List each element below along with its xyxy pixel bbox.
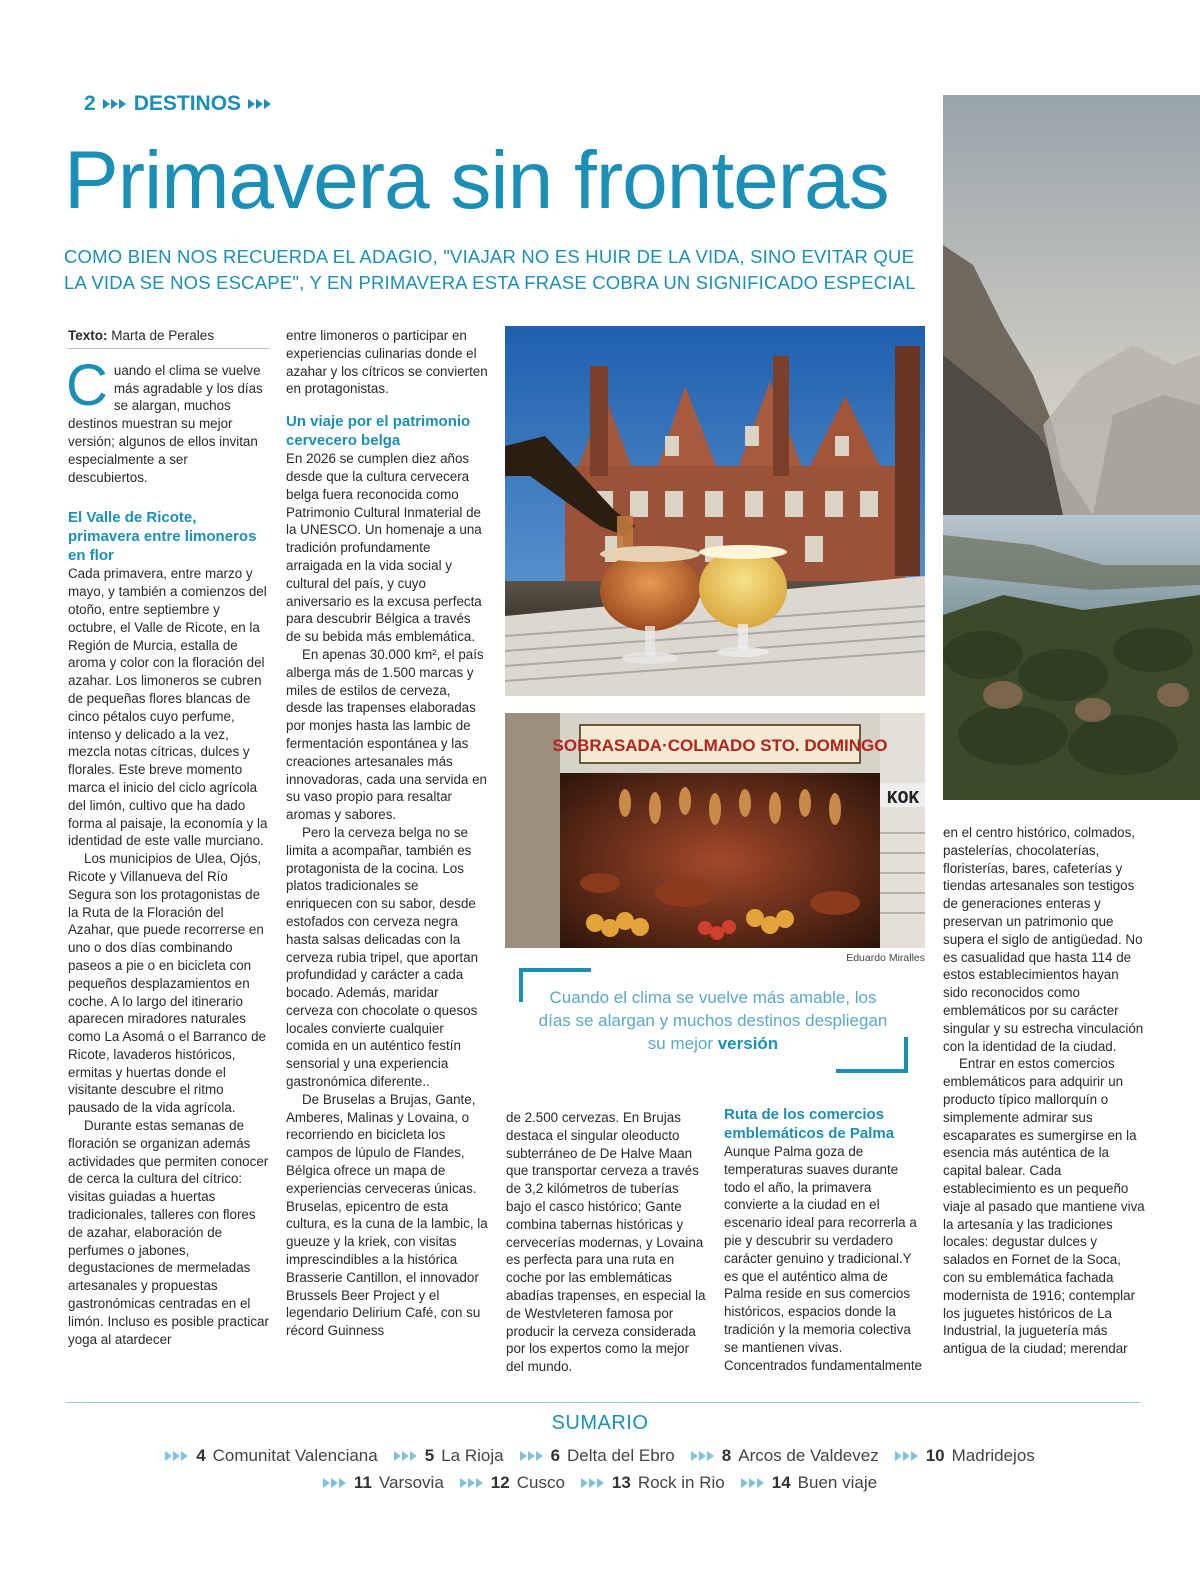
column-4 [724,1105,924,1374]
pull-quote-bold: versión [717,1034,779,1053]
chevrons-icon [895,1451,919,1461]
chevrons-icon [103,99,127,109]
lead-paragraph: COMO BIEN NOS RECUERDA EL ADAGIO, "VIAJAR NO ES HUIR DE LA VIDA, SINO EVITAR QUE LA VIDA SE NOS ESCAPE", Y EN PRIMAVERA ESTA FRASE COBRA UN SIGNIFICADO ESPECIAL [64,246,916,293]
byline-label: Texto: [68,328,108,343]
sumario-label: Madridejos [951,1446,1035,1465]
photo-valle-ricote-image [943,95,1200,800]
photo-brujas-beer [505,326,925,696]
sumario-item[interactable] [165,1446,378,1466]
quote-bracket-bottom [836,1037,908,1073]
paragraph: Entrar en estos comercios emblemáticos para adquirir un producto típico mallorquín o simplemente admirar sus escaparates es sumergirse en la esencia más auténtica de la capital balear. Cada establecimiento es un pequeño viaje al pasado que mantiene viva la artesanía y las tradiciones locales: degustar dulces y salados en Fornet de la Soca, con su emblemática fachada modernista de 1916; contemplar los juguetes históricos de La Industrial, la juguetería más antigua de la ciudad; merendar [943,1056,1145,1357]
chevrons-icon [248,99,272,109]
sumario-item[interactable] [581,1473,725,1493]
chevrons-icon [323,1478,347,1488]
sumario-item[interactable] [741,1473,877,1493]
paragraph: De Bruselas a Brujas, Gante, Amberes, Malinas y Lovaina, o recorriendo en bicicleta los campos de lúpulo de Flandes, Bélgica ofrece un mapa de experiencias cerveceras únicas. Bruselas, epicentro de esta cultura, es la cuna de la lambic, la gueuze y la kriek, con visitas imprescindibles a la histórica Brasserie Cantillon, el innovador Brussels Beer Project y el legendario Delirium Café, con su récord Guinness [286,1091,488,1339]
pull-quote-text: Cuando el clima se vuelve más amable, los días se alargan y muchos destinos despliegan su mejor [538,988,888,1053]
sumario-page: 12 [490,1473,510,1492]
sumario-row-1 [0,1446,1200,1466]
sumario-item[interactable] [323,1473,444,1493]
page-title: Primavera sin fronteras [64,135,889,226]
paragraph: Cada primavera, entre marzo y mayo, y también a comienzos del otoño, entre septiembre y octubre, el Valle de Ricote, en la Región de Murcia, estalla de aroma y color con la floración del azahar. Los limoneros se cubren de pequeñas flores blancas de cinco pétalos cuyo perfume, intenso y delicado a la vez, mezcla notas cítricas, dulces y florales. Este breve momento marca el inicio del ciclo agrícola del limón, cultivo que ha dado forma al paisaje, la economía y la identidad de este valle murciano. [68,566,268,849]
photo-colmado-image [505,713,925,948]
sumario-divider [66,1402,1140,1403]
subheading-belgica: Un viaje por el patrimonio cervecero belga [286,413,471,450]
sumario-page: 14 [771,1473,791,1492]
sumario-page: 6 [550,1446,561,1465]
paragraph: Aunque Palma goza de temperaturas suaves durante todo el año, la primavera convierte a la ciudad en el escenario ideal para recorrerla a pie y descubrir su verdadero carácter genuino y tradicional.Y es que el auténtico alma de Palma reside en sus comercios históricos, espacios donde la tradición y la memoria colectiva se mantienen vivas. Concentrados fundamentalmente [724,1144,923,1373]
sumario-item[interactable] [895,1446,1035,1466]
chevrons-icon [165,1451,189,1461]
sumario-page: 5 [424,1446,435,1465]
sumario-label: Rock in Rio [637,1473,725,1492]
sumario-page: 11 [353,1473,372,1492]
photo-colmado [505,713,925,948]
subheading-palma: Ruta de los comercios emblemáticos de Palma [724,1106,895,1142]
sumario-label: Buen viaje [797,1473,878,1492]
shop-sign-text: SOBRASADA·COLMADO STO. DOMINGO [552,736,888,755]
sumario-label: Comunitat Valenciana [212,1446,378,1465]
page-number: 2 [84,92,96,115]
paragraph: de 2.500 cervezas. En Brujas destaca el singular oleoducto subterráneo de De Halve Maan que transportar cerveza a través de 3,2 kilómetros de tuberías bajo el casco histórico; Gante combina tabernas históricas y cervecerías modernas, y Lovaina es perfecta para una ruta en coche por las emblemáticas abadías trapenses, en especial la de Westvleteren famosa por producir la cerveza considerada por los expertos como la mejor del mundo. [506,1110,706,1375]
sumario-page: 4 [196,1446,206,1465]
chevrons-icon [460,1478,484,1488]
paragraph: Durante estas semanas de floración se organizan además actividades que permiten conocer de cerca la cultura del cítrico: visitas guiadas a huertas tradicionales, talleres con flores de azahar, elaboración de perfumes o jabones, degustaciones de mermeladas artesanales y propuestas gastronómicas centradas en el limón. Incluso es posible practicar yoga al atardecer [68,1118,269,1347]
paragraph: Pero la cerveza belga no se limita a acompañar, también es protagonista de la cocina. Los platos tradicionales se enriquecen con su sabor, desde estofados con cerveza negra hasta salsas delicadas con la cerveza rubia tripel, que aportan profundidad y carácter a cada bocado. Además, maridar cerveza con chocolate o quesos locales convierte cualquier comida en un auténtico festín sensorial y una experiencia gastronómica diferente.. [286,824,479,1090]
sumario-page: 10 [925,1446,945,1465]
sumario-page: 13 [611,1473,631,1492]
column-2 [286,327,488,1340]
paragraph: en el centro histórico, colmados, pastelerías, chocolaterías, floristerías, bares, cafeterías y tiendas artesanales son testigos de generaciones enteras y preservan un patrimonio que supera el siglo de antigüedad. No es casualidad que hasta 114 de estos establecimientos hayan sido reconocidos como emblemáticos por su carácter singular y su estrecha vinculación con la identidad de la ciudad. [943,825,1144,1054]
dropcap: C [66,352,108,418]
sumario-item[interactable] [520,1446,675,1466]
paragraph: En 2026 se cumplen diez años desde que la cultura cervecera belga fuera reconocida como Patrimonio Cultural Inmaterial de la UNESCO. Un homenaje a una tradición profundamente arraigada en la vida social y cultural del país, y cuyo aniversario es la excusa perfecta para descubrir Bélgica a través de su bebida más emblemática. [286,451,482,645]
intro-paragraph [66,352,269,487]
photo-valle-ricote [943,95,1200,800]
sumario-title: SUMARIO [551,1412,649,1434]
sumario-row-2 [0,1473,1200,1493]
sumario-label: Arcos de Valdevez [738,1446,879,1465]
sumario-item[interactable] [460,1473,565,1493]
sumario-label: La Rioja [441,1446,504,1465]
section-name: DESTINOS [133,92,242,115]
byline-author: Marta de Perales [111,328,215,343]
subheading-ricote: El Valle de Ricote, primavera entre limoneros en flor [68,509,257,565]
chevrons-icon [691,1451,715,1461]
chevrons-icon [520,1451,544,1461]
sumario-item[interactable] [394,1446,504,1466]
chevrons-icon [394,1451,418,1461]
chevrons-icon [741,1478,765,1488]
sumario-page: 8 [721,1446,732,1465]
sumario-label: Varsovia [378,1473,444,1492]
photo-credit: Eduardo Miralles [846,952,925,964]
intro-text: uando el clima se vuelve más agradable y los días se alargan, muchos destinos muestran su mejor versión; algunos de ellos invitan especialmente a ser descubiertos. [68,362,263,485]
chevrons-icon [581,1478,605,1488]
byline [68,327,269,349]
sumario-label: Cusco [516,1473,565,1492]
paragraph: En apenas 30.000 km², el país alberga más de 1.500 marcas y miles de estilos de cerveza, desde las trapenses elaboradas por monjes hasta las lambic de fermentación espontánea y las creaciones artesanales más innovadoras, cada una servida en su vaso propio para resaltar aromas y sabores. [286,646,487,823]
photo-brujas-beer-image [505,326,925,696]
paragraph: entre limoneros o participar en experiencias culinarias donde el azahar y los cítricos se convierten en protagonistas. [286,328,488,397]
shop-sign-kok: KOK [886,789,920,809]
section-header [84,92,272,116]
paragraph: Los municipios de Ulea, Ojós, Ricote y Villanueva del Río Segura son los protagonistas de la Ruta de la Floración del Azahar, que puede recorrerse en uno o dos días combinando paseos a pie o en bicicleta con pequeños desplazamientos en coche. A lo largo del itinerario aparecen miradores naturales como La Asomá o el Barranco de Ricote, lavaderos históricos, ermitas y huertas donde el visitante descubre el ritmo pausado de la vida agrícola. [68,851,266,1116]
column-3 [506,1109,706,1376]
sumario-label: Delta del Ebro [567,1446,675,1465]
sumario-item[interactable] [691,1446,879,1466]
column-5 [943,824,1145,1358]
column-1 [68,327,269,1348]
